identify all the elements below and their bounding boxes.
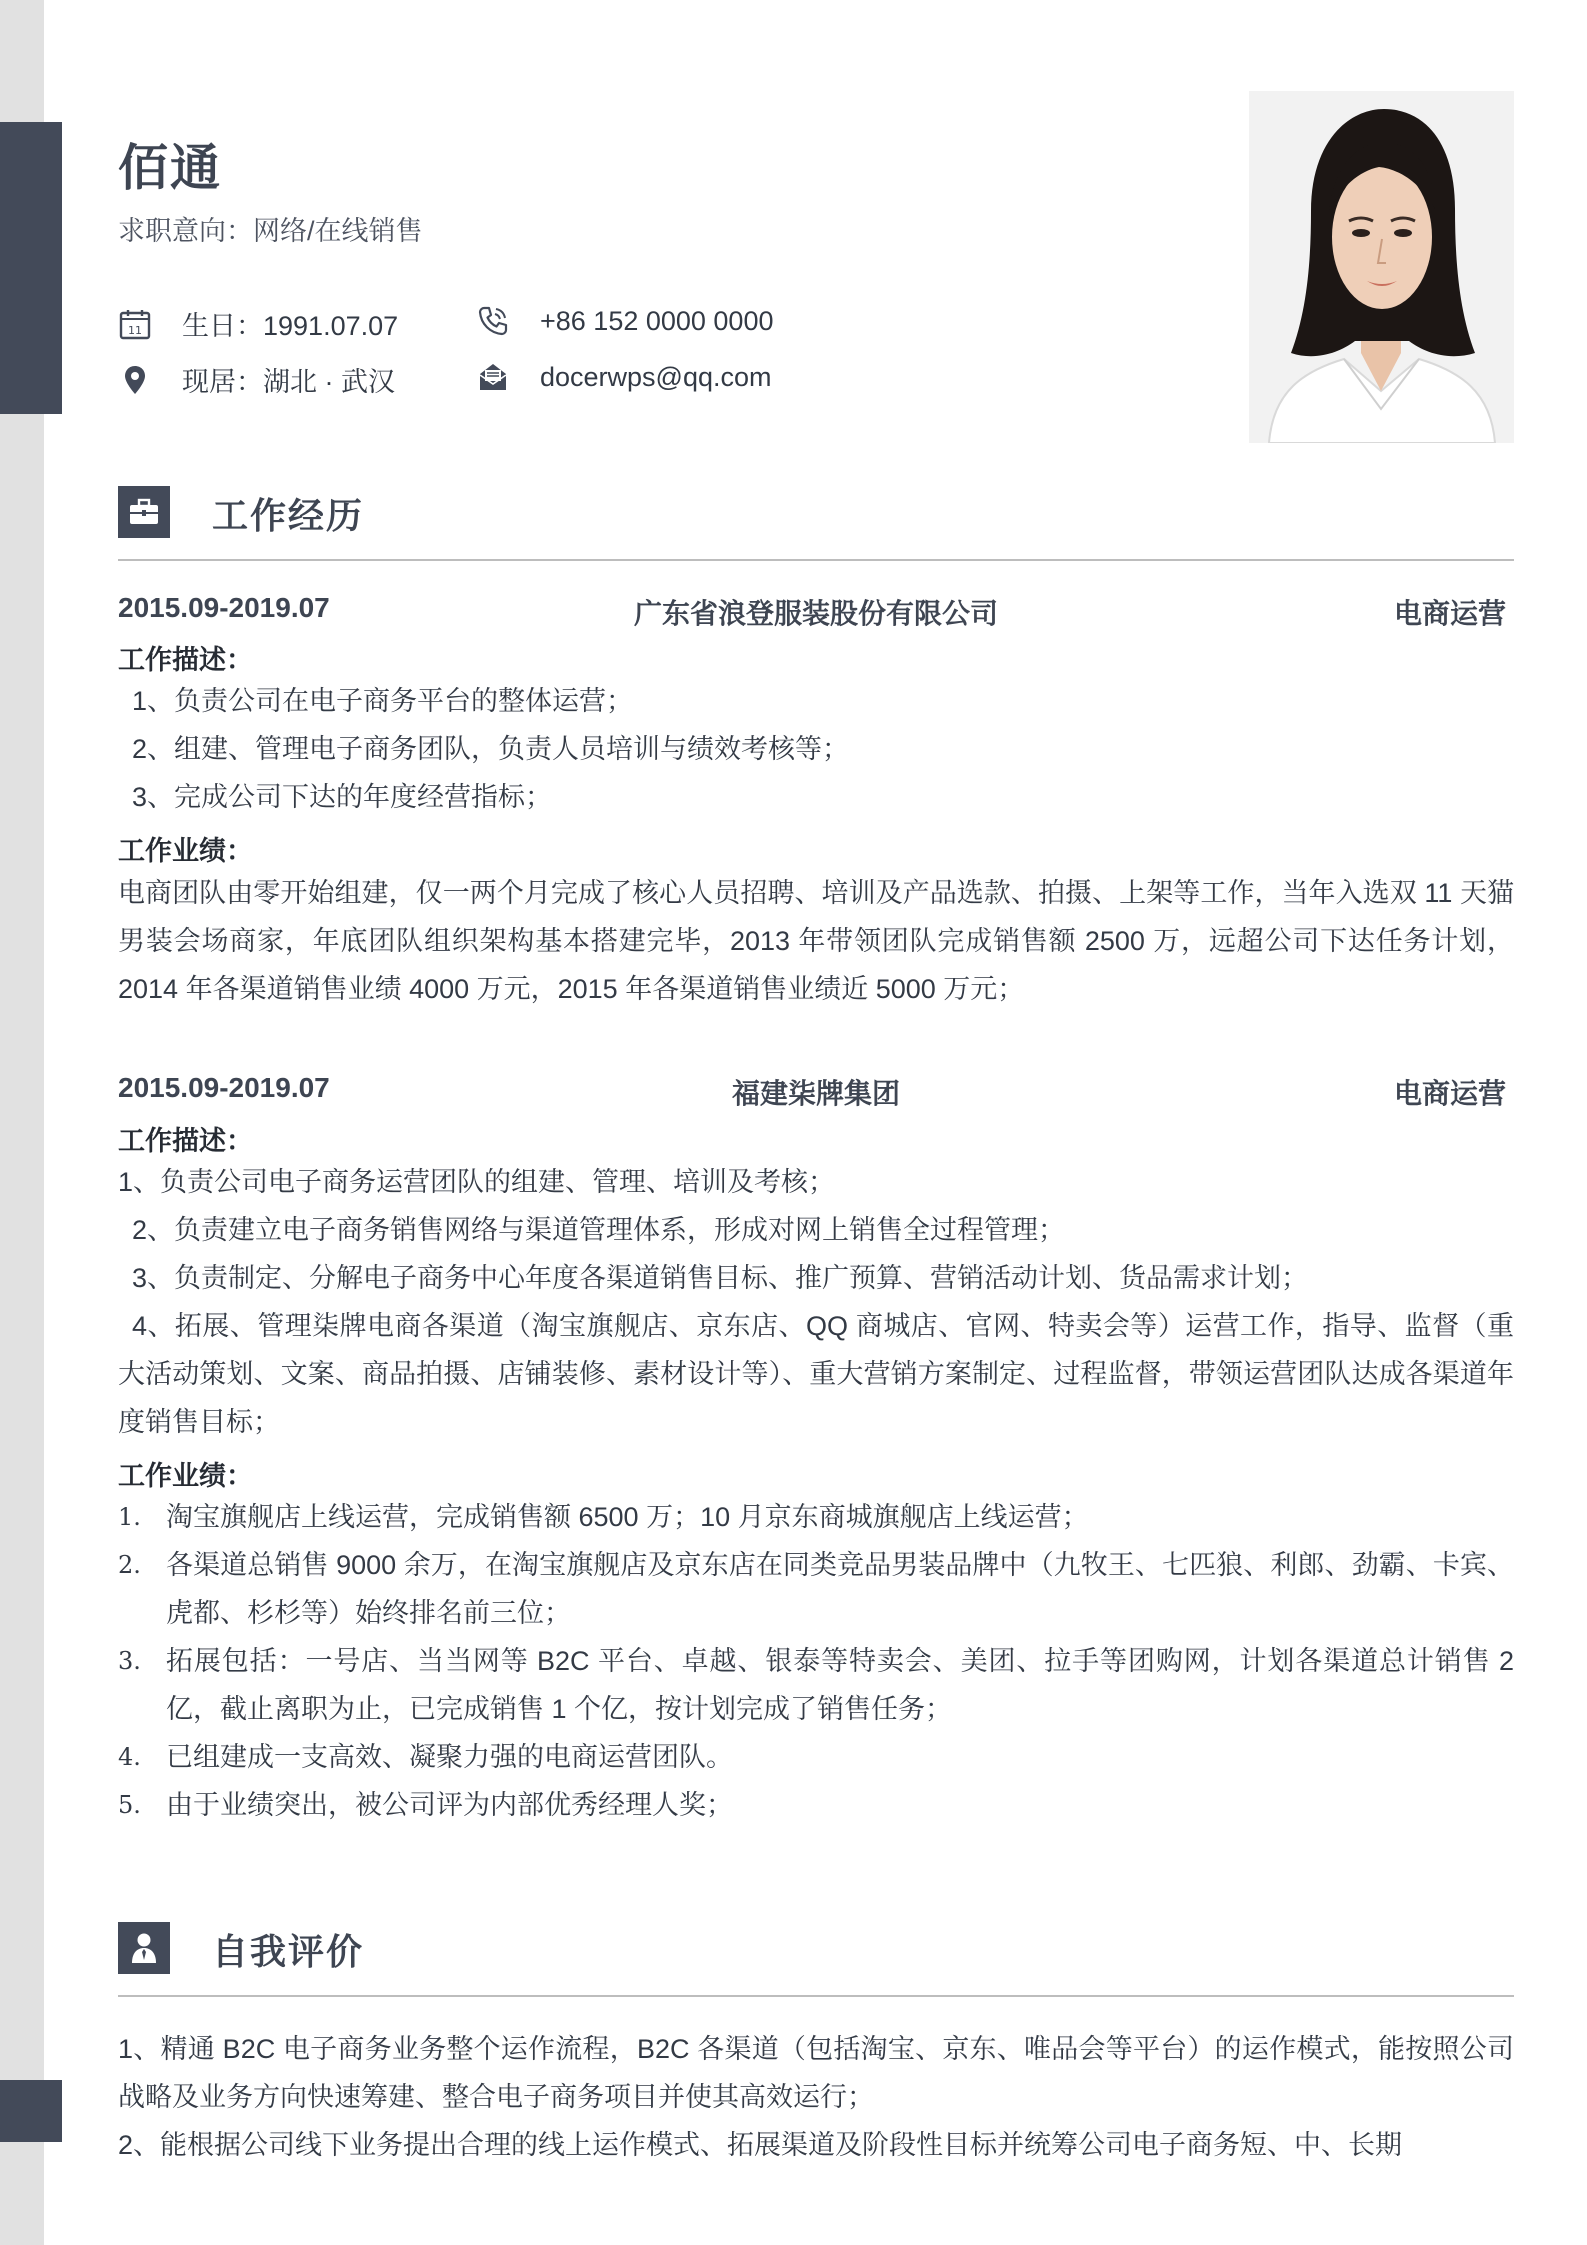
job-desc-label: 工作描述： bbox=[118, 645, 253, 675]
job-intent: 求职意向：网络/在线销售 bbox=[118, 216, 423, 246]
location-text: 现居：湖北 · 武汉 bbox=[182, 367, 395, 397]
job-achievement-label: 工作业绩： bbox=[118, 1461, 253, 1491]
job-desc-item: 1、负责公司在电子商务平台的整体运营； bbox=[132, 686, 634, 716]
self-section-header bbox=[118, 1922, 1514, 1992]
svg-text:11: 11 bbox=[128, 323, 142, 337]
side-accent-top bbox=[0, 122, 62, 414]
birthday-text: 生日：1991.07.07 bbox=[182, 311, 399, 341]
job-desc-item: 2、负责建立电子商务销售网络与渠道管理体系，形成对网上销售全过程管理； bbox=[132, 1215, 1066, 1245]
job-date: 2015.09-2019.07 bbox=[118, 1072, 330, 1103]
achievement-item bbox=[118, 1637, 1514, 1733]
candidate-name: 佰通 bbox=[118, 140, 222, 196]
phone-icon bbox=[476, 304, 510, 338]
achievement-item bbox=[118, 1541, 1514, 1637]
job-date: 2015.09-2019.07 bbox=[118, 592, 330, 623]
job-achievement-label: 工作业绩： bbox=[118, 836, 253, 866]
job-role: 电商运营 bbox=[1393, 1078, 1506, 1109]
achievement-text: 由于业绩突出，被公司评为内部优秀经理人奖； bbox=[166, 1790, 733, 1820]
location-pin-icon bbox=[118, 363, 152, 397]
work-section-header bbox=[118, 486, 1514, 556]
job-header bbox=[118, 592, 1514, 632]
achievement-text: 已组建成一支高效、凝聚力强的电商运营团队。 bbox=[166, 1742, 733, 1772]
achievement-text: 各渠道总销售 9000 余万，在淘宝旗舰店及京东店在同类竞品男装品牌中（九牧王、七匹狼、利郎、劲霸、卡宾、虎都、杉杉等）始终排名前三位； bbox=[166, 1550, 1514, 1628]
achievement-number: 3. bbox=[118, 1647, 141, 1675]
job-desc-item: 4、拓展、管理柒牌电商各渠道（淘宝旗舰店、京东店、QQ 商城店、官网、特卖会等）运营工作，指导、监督（重大活动策划、文案、商品拍摄、店铺装修、素材设计等）、重大营销方案制定、过程监督，带领运营团队达成各渠道年度销售目标； bbox=[118, 1311, 1514, 1437]
achievement-item bbox=[118, 1493, 1514, 1541]
achievement-item bbox=[118, 1733, 1514, 1781]
achievement-number: 1. bbox=[118, 1503, 141, 1531]
section-divider bbox=[118, 1995, 1514, 1997]
achievement-number: 4. bbox=[118, 1743, 141, 1771]
self-eval-item: 2、能根据公司线下业务提出合理的线上运作模式、拓展渠道及阶段性目标并统筹公司电子商务短、中、长期 bbox=[118, 2130, 1403, 2160]
email-info bbox=[476, 360, 772, 394]
person-icon bbox=[118, 1922, 170, 1974]
section-divider bbox=[118, 559, 1514, 561]
achievement-number: 2. bbox=[118, 1551, 141, 1579]
location-info bbox=[118, 360, 395, 399]
achievement-item bbox=[118, 1781, 1514, 1829]
achievement-text: 拓展包括：一号店、当当网等 B2C 平台、卓越、银泰等特卖会、美团、拉手等团购网，计划各渠道总计销售 2 亿，截止离职为止，已完成销售 1 个亿，按计划完成了销售任务； bbox=[166, 1646, 1514, 1724]
job-company: 广东省浪登服装股份有限公司 bbox=[633, 598, 998, 629]
job-header bbox=[118, 1072, 1514, 1112]
self-eval-item: 1、精通 B2C 电子商务业务整个运作流程，B2C 各渠道（包括淘宝、京东、唯品会等平台）的运作模式，能按照公司战略及业务方向快速筹建、整合电子商务项目并使其高效运行； bbox=[118, 2034, 1514, 2112]
email-text: docerwps@qq.com bbox=[540, 361, 772, 392]
job-achievement-text: 电商团队由零开始组建，仅一两个月完成了核心人员招聘、培训及产品选款、拍摄、上架等工作，当年入选双 11 天猫男装会场商家，年底团队组织架构基本搭建完毕，2013 年带领团队完成销售额 2500 万，远超公司下达任务计划，2014 年各渠道销售业绩 4000 万元，2015 年各渠道销售业绩近 5000 万元； bbox=[118, 878, 1514, 1004]
self-section-title: 自我评价 bbox=[212, 1931, 365, 1972]
mail-icon bbox=[476, 360, 510, 394]
phone-text: +86 152 0000 0000 bbox=[540, 305, 774, 336]
job-role: 电商运营 bbox=[1393, 598, 1506, 629]
job-desc-label: 工作描述： bbox=[118, 1126, 253, 1156]
achievement-number: 5. bbox=[118, 1791, 141, 1819]
job-desc-item: 2、组建、管理电子商务团队，负责人员培训与绩效考核等； bbox=[132, 734, 850, 764]
briefcase-icon bbox=[118, 486, 170, 538]
job-company: 福建柒牌集团 bbox=[731, 1078, 900, 1109]
calendar-icon bbox=[118, 307, 152, 341]
side-accent-bottom bbox=[0, 2080, 62, 2142]
job-desc-item: 1、负责公司电子商务运营团队的组建、管理、培训及考核； bbox=[118, 1167, 836, 1197]
work-section-title: 工作经历 bbox=[212, 495, 365, 536]
profile-photo bbox=[1249, 91, 1514, 443]
achievement-text: 淘宝旗舰店上线运营，完成销售额 6500 万；10 月京东商城旗舰店上线运营； bbox=[166, 1502, 1089, 1532]
job-desc-item: 3、完成公司下达的年度经营指标； bbox=[132, 782, 553, 812]
birthday-info bbox=[118, 304, 398, 343]
job-desc-item: 3、负责制定、分解电子商务中心年度各渠道销售目标、推广预算、营销活动计划、货品需求计划； bbox=[132, 1263, 1309, 1293]
phone-info bbox=[476, 304, 773, 338]
